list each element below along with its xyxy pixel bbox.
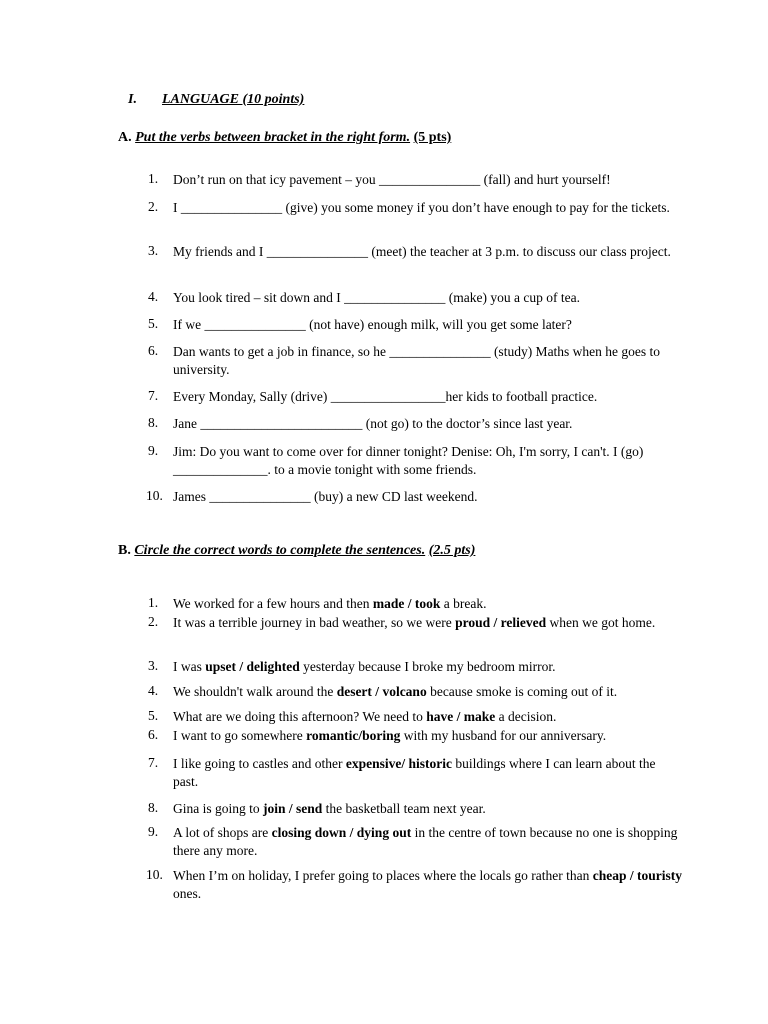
- item-number: 6.: [148, 727, 159, 742]
- item-number: 3.: [148, 243, 159, 258]
- option-one[interactable]: closing down: [271, 825, 347, 840]
- item-text: Dan wants to get a job in finance, so he _______________ (study) Maths when he goes to university.: [173, 344, 661, 377]
- section-numeral: I.: [128, 92, 137, 107]
- option-separator: /: [401, 756, 409, 771]
- item-number: 3.: [148, 658, 159, 673]
- option-one[interactable]: have: [426, 709, 454, 724]
- sentence-start: I was: [173, 659, 206, 674]
- option-two[interactable]: relieved: [500, 615, 547, 630]
- item-number: 6.: [148, 343, 159, 358]
- section-b-points: (2.5 pts): [428, 543, 476, 558]
- item-text: [173, 867, 683, 903]
- item-text: Don’t run on that icy pavement – you _______________ (fall) and hurt yourself!: [173, 172, 611, 187]
- option-two[interactable]: dying out: [356, 825, 412, 840]
- option-two[interactable]: volcano: [382, 684, 427, 699]
- option-two[interactable]: boring: [362, 728, 401, 743]
- item-number: 8.: [148, 415, 159, 430]
- item-text: [173, 708, 683, 726]
- item-number: 2.: [148, 614, 159, 629]
- item-number: 4.: [148, 683, 159, 698]
- option-two[interactable]: delighted: [246, 659, 300, 674]
- item-text: Jane ________________________ (not go) to the doctor’s since last year.: [173, 416, 573, 431]
- option-one[interactable]: upset: [205, 659, 237, 674]
- item-number: 7.: [148, 388, 159, 403]
- sentence-end: buildings where I can learn about the past.: [173, 756, 656, 789]
- sentence-end: when we got home.: [546, 615, 656, 630]
- item-number: 10.: [146, 867, 163, 882]
- option-one[interactable]: join: [263, 801, 286, 816]
- item-number: 9.: [148, 824, 159, 839]
- item-text: Every Monday, Sally (drive) _________________her kids to football practice.: [173, 389, 598, 404]
- item-number: 8.: [148, 800, 159, 815]
- option-two[interactable]: send: [296, 801, 323, 816]
- option-one[interactable]: romantic: [306, 728, 359, 743]
- main-heading: [128, 92, 304, 108]
- section-a-points: (5 pts): [413, 130, 452, 145]
- item-text: [173, 658, 683, 676]
- section-b-letter: B.: [118, 543, 131, 558]
- sentence-start: It was a terrible journey in bad weather, so we were: [173, 615, 456, 630]
- sentence-end: in the centre of town because no one is shopping there any more.: [173, 825, 678, 858]
- sentence-start: A lot of shops are: [173, 825, 272, 840]
- option-separator: /: [285, 801, 297, 816]
- item-number: 9.: [148, 443, 159, 458]
- item-text: Jim: Do you want to come over for dinner tonight? Denise: Oh, I'm sorry, I can't. I (go) ______________. to a movie tonight with some friends.: [173, 444, 644, 477]
- item-number: 2.: [148, 199, 159, 214]
- option-separator: /: [626, 868, 637, 883]
- item-text: [173, 800, 683, 818]
- section-b-instruction: Circle the correct words to complete the sentences.: [134, 543, 426, 558]
- item-text: If we _______________ (not have) enough milk, will you get some later?: [173, 317, 572, 332]
- sentence-start: I want to go somewhere: [173, 728, 307, 743]
- option-separator: /: [371, 684, 383, 699]
- section-b-heading: [118, 543, 475, 559]
- item-text: [173, 755, 683, 791]
- sentence-end: the basketball team next year.: [322, 801, 486, 816]
- option-two[interactable]: make: [463, 709, 496, 724]
- item-text: I _______________ (give) you some money if you don’t have enough to pay for the tickets.: [173, 200, 670, 215]
- option-separator: /: [236, 659, 247, 674]
- item-text: [173, 683, 683, 701]
- main-title: LANGUAGE (10 points): [162, 92, 305, 107]
- item-number: 7.: [148, 755, 159, 770]
- sentence-start: Gina is going to: [173, 801, 263, 816]
- sentence-start: I like going to castles and other: [173, 756, 346, 771]
- sentence-start: What are we doing this afternoon? We need to: [173, 709, 427, 724]
- option-one[interactable]: expensive: [345, 756, 402, 771]
- item-number: 5.: [148, 708, 159, 723]
- option-separator: /: [404, 596, 415, 611]
- sentence-start: When I’m on holiday, I prefer going to places where the locals go rather than: [173, 868, 593, 883]
- option-separator: /: [346, 825, 357, 840]
- sentence-start: We shouldn't walk around the: [173, 684, 337, 699]
- sentence-end: yesterday because I broke my bedroom mirror.: [299, 659, 556, 674]
- option-one[interactable]: proud: [455, 615, 491, 630]
- section-a-heading: [118, 130, 451, 146]
- option-one[interactable]: made: [372, 596, 405, 611]
- option-two[interactable]: took: [414, 596, 441, 611]
- item-number: 10.: [146, 488, 163, 503]
- item-text: [173, 595, 683, 613]
- item-number: 1.: [148, 171, 159, 186]
- option-one[interactable]: desert: [336, 684, 372, 699]
- item-text: [173, 824, 683, 860]
- option-two[interactable]: historic: [408, 756, 452, 771]
- option-separator: /: [453, 709, 464, 724]
- sentence-end: because smoke is coming out of it.: [426, 684, 618, 699]
- option-separator: /: [358, 728, 363, 743]
- sentence-start: We worked for a few hours and then: [173, 596, 373, 611]
- item-number: 5.: [148, 316, 159, 331]
- option-one[interactable]: cheap: [592, 868, 627, 883]
- item-number: 4.: [148, 289, 159, 304]
- item-text: You look tired – sit down and I _______________ (make) you a cup of tea.: [173, 290, 580, 305]
- sentence-end: a break.: [440, 596, 487, 611]
- sentence-end: ones.: [173, 886, 202, 901]
- option-separator: /: [490, 615, 501, 630]
- item-text: James _______________ (buy) a new CD last weekend.: [173, 489, 478, 504]
- section-a-instruction: Put the verbs between bracket in the right form.: [135, 130, 411, 145]
- sentence-end: with my husband for our anniversary.: [400, 728, 607, 743]
- item-text: [173, 727, 683, 745]
- option-two[interactable]: touristy: [637, 868, 682, 883]
- item-text: My friends and I _______________ (meet) the teacher at 3 p.m. to discuss our class project.: [173, 244, 671, 259]
- item-number: 1.: [148, 595, 159, 610]
- item-text: [173, 614, 683, 632]
- sentence-end: a decision.: [495, 709, 557, 724]
- section-a-letter: A.: [118, 130, 132, 145]
